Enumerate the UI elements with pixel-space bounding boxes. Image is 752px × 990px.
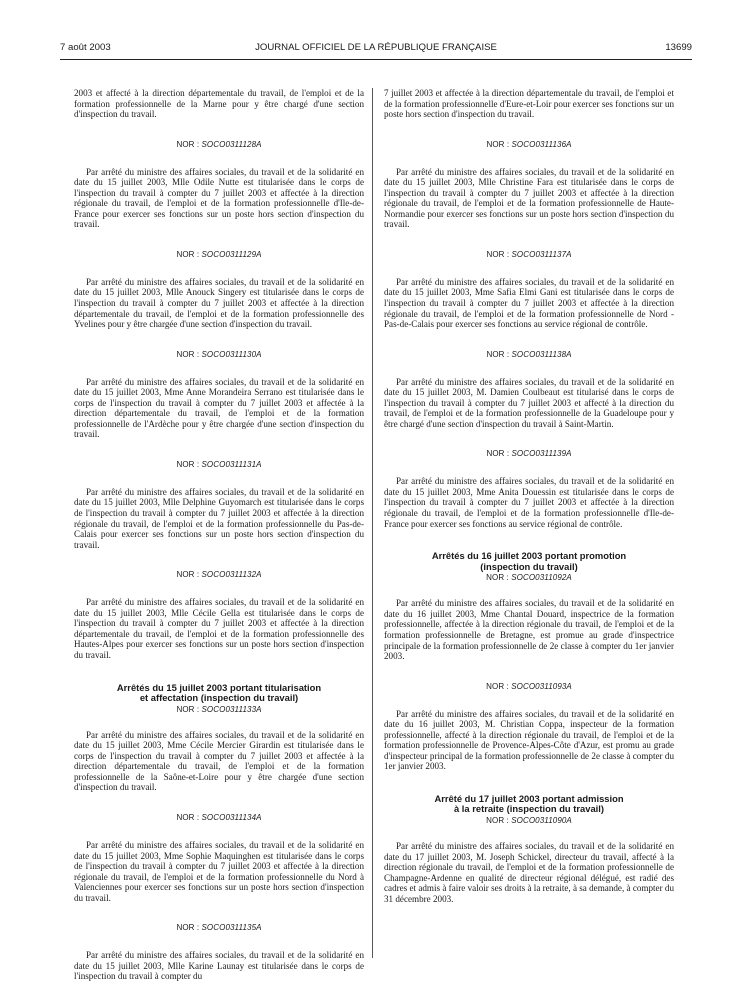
column-divider [372, 88, 373, 958]
nor-reference: NOR : SOCO0311090A [486, 816, 572, 826]
nor-reference: NOR : SOCO0311130A [176, 349, 262, 359]
nor-reference: NOR : SOCO0311092A [486, 573, 572, 583]
nor-reference: NOR : SOCO0311136A [486, 139, 572, 149]
paragraph: Par arrêté du ministre des affaires sociales, du travail et de la solidarité en date du 15 juillet 2003, Mme Sophie Maquinghen est titularisée dans le corps de l'inspection du travail à compter du 7 juillet 2003 et affectée à la direction régionale du travail, de l'emploi et de la formation professionnelle du Nord à Valenciennes pour exercer ses fonctions sur un poste hors section d'inspection du travail. [74, 839, 364, 903]
nor-reference: NOR : SOCO0311133A [176, 704, 262, 714]
paragraph: Par arrêté du ministre des affaires sociales, du travail et de la solidarité en date du 16 juillet 2003, Mme Chantal Douard, inspectrice de la formation professionnelle, affectée à la direction régionale du travail, de l'emploi et de la formation professionnelle de Bretagne, est promue au grade d'inspectrice principale de la formation professionnelle de 2e classe à compter du 1er janvier 2003. [384, 598, 674, 662]
paragraph: Par arrêté du ministre des affaires sociales, du travail et de la solidarité en date du 15 juillet 2003, Mlle Karine Launay est titularisée dans le corps de l'inspection du travail à compter du [74, 950, 364, 982]
nor-reference: NOR : SOCO0311131A [176, 459, 262, 469]
nor-reference: NOR : SOCO0311135A [176, 923, 262, 933]
paragraph: Par arrêté du ministre des affaires sociales, du travail et de la solidarité en date du 15 juillet 2003, Mlle Anouck Singery est titularisée dans le corps de l'inspection du travail à compter du 7 juillet 2003 et affectée à la direction départementale du travail, de l'emploi et de la formation professionnelle des Yvelines pour y être chargée d'une section d'inspection du travail. [74, 276, 364, 330]
paragraph: Par arrêté du ministre des affaires sociales, du travail et de la solidarité en date du 15 juillet 2003, Mlle Christine Fara est titularisée dans le corps de l'inspection du travail à compter du 7 juillet 2003 et affectée à la direction régionale du travail, de l'emploi et de la formation professionnelle de Haute-Normandie pour exercer ses fonctions sur un poste hors section d'inspection du travail. [384, 166, 674, 230]
nor-reference: NOR : SOCO0311128A [176, 139, 262, 149]
nor-reference: NOR : SOCO0311139A [486, 449, 572, 459]
section-heading: Arrêtés du 16 juillet 2003 portant promotion (inspection du travail) [431, 550, 627, 572]
paragraph: Par arrêté du ministre des affaires sociales, du travail et de la solidarité en date du 15 juillet 2003, Mlle Cécile Gella est titularisée dans le corps de l'inspection du travail à compter du 7 juillet 2003 et affectée à la direction départementale du travail, de l'emploi et de la formation professionnelle des Hautes-Alpes pour exercer ses fonctions sur un poste hors section d'inspection du travail. [74, 597, 364, 660]
nor-reference: NOR : SOCO0311137A [486, 249, 572, 259]
paragraph: 2003 et affecté à la direction départementale du travail, de l'emploi et de la formation professionnelle de la Marne pour y être chargé d'une section d'inspection du travail. [74, 88, 364, 120]
paragraph: Par arrêté du ministre des affaires sociales, du travail et de la solidarité en date du 15 juillet 2003, Mlle Delphine Guyomarch est titularisée dans le corps de l'inspection du travail à compter du 7 juillet 2003 et affectée à la direction régionale du travail, de l'emploi et de la formation professionnelle du Pas-de-Calais pour exercer ses fonctions sur un poste hors section d'inspection du travail. [74, 486, 364, 550]
header-rule [60, 59, 692, 60]
page-header [60, 42, 692, 56]
paragraph: 7 juillet 2003 et affectée à la direction départementale du travail, de l'emploi et de la formation professionnelle d'Eure-et-Loir pour exercer ses fonctions sur un poste hors section d'inspection du travail. [384, 88, 674, 120]
nor-reference: NOR : SOCO0311093A [486, 681, 572, 691]
paragraph: Par arrêté du ministre des affaires sociales, du travail et de la solidarité en date du 15 juillet 2003, Mlle Odile Nutte est titularisée dans le corps de l'inspection du travail à compter du 7 juillet 2003 et affectée à la direction régionale du travail, de l'emploi et de la formation professionnelle d'Ile-de-France pour exercer ses fonctions sur un poste hors section d'inspection du travail. [74, 166, 364, 230]
paragraph: Par arrêté du ministre des affaires sociales, du travail et de la solidarité en date du 15 juillet 2003, Mme Anne Morandeira Serrano est titularisée dans le corps de l'inspection du travail à compter du 7 juillet 2003 et affectée à la direction départementale du travail, de l'emploi et de la formation professionnelle de l'Ardèche pour y être chargée d'une section d'inspection du travail. [74, 376, 364, 440]
header-date: 7 août 2003 [60, 42, 111, 53]
paragraph: Par arrêté du ministre des affaires sociales, du travail et de la solidarité en date du 15 juillet 2003, M. Damien Coulbeaut est titularisé dans le corps de l'inspection du travail à compter du 7 juillet 2003 et affecté à la direction du travail, de l'emploi et de la formation professionnelle de la Guadeloupe pour y être chargé d'une section d'inspection du travail à Saint-Martin. [384, 376, 674, 429]
paragraph: Par arrêté du ministre des affaires sociales, du travail et de la solidarité en date du 17 juillet 2003, M. Joseph Schickel, directeur du travail, affecté à la direction régionale du travail, de l'emploi et de la formation professionnelle de Champagne-Ardenne en qualité de directeur régional délégué, est radié des cadres et admis à faire valoir ses droits à la retraite, à sa demande, à compter du 31 décembre 2003. [384, 841, 674, 904]
header-page-number: 13699 [665, 42, 692, 53]
paragraph: Par arrêté du ministre des affaires sociales, du travail et de la solidarité en date du 15 juillet 2003, Mme Anita Douessin est titularisée dans le corps de l'inspection du travail à compter du 7 juillet 2003 et affectée à la direction régionale du travail, de l'emploi et de la formation professionnelle d'Ile-de-France pour exercer ses fonctions au service régional de contrôle. [384, 476, 674, 529]
left-column [74, 88, 364, 982]
nor-reference: NOR : SOCO0311134A [176, 812, 262, 822]
nor-reference: NOR : SOCO0311138A [486, 349, 572, 359]
header-journal-title: JOURNAL OFFICIEL DE LA RÉPUBLIQUE FRANÇAISE [255, 42, 497, 53]
right-column [384, 88, 674, 904]
section-heading: Arrêtés du 15 juillet 2003 portant titularisation et affectation (inspection du travail) [116, 681, 322, 704]
paragraph: Par arrêté du ministre des affaires sociales, du travail et de la solidarité en date du 15 juillet 2003, Mme Cécile Mercier Girardin est titularisée dans le corps de l'inspection du travail à compter du 7 juillet 2003 et affectée à la direction départementale du travail, de l'emploi et de la formation professionnelle de la Saône-et-Loire pour y être chargée d'une section d'inspection du travail. [74, 729, 364, 793]
section-heading: Arrêté du 17 juillet 2003 portant admission à la retraite (inspection du travail) [434, 792, 624, 815]
paragraph: Par arrêté du ministre des affaires sociales, du travail et de la solidarité en date du 15 juillet 2003, Mme Safia Elmi Gani est titularisée dans le corps de l'inspection du travail à compter du 7 juillet 2003 et affectée à la direction régionale du travail, de l'emploi et de la formation professionnelle de Nord - Pas-de-Calais pour exercer ses fonctions au service régional de contrôle. [384, 276, 674, 330]
nor-reference: NOR : SOCO0311129A [176, 249, 262, 259]
paragraph: Par arrêté du ministre des affaires sociales, du travail et de la solidarité en date du 16 juillet 2003, M. Christian Coppa, inspecteur de la formation professionnelle, affecté à la direction régionale du travail, de l'emploi et de la formation professionnelle de Provence-Alpes-Côte d'Azur, est promu au grade d'inspecteur principal de la formation professionnelle de 2e classe à compter du 1er janvier 2003. [384, 708, 674, 772]
nor-reference: NOR : SOCO0311132A [176, 570, 262, 580]
